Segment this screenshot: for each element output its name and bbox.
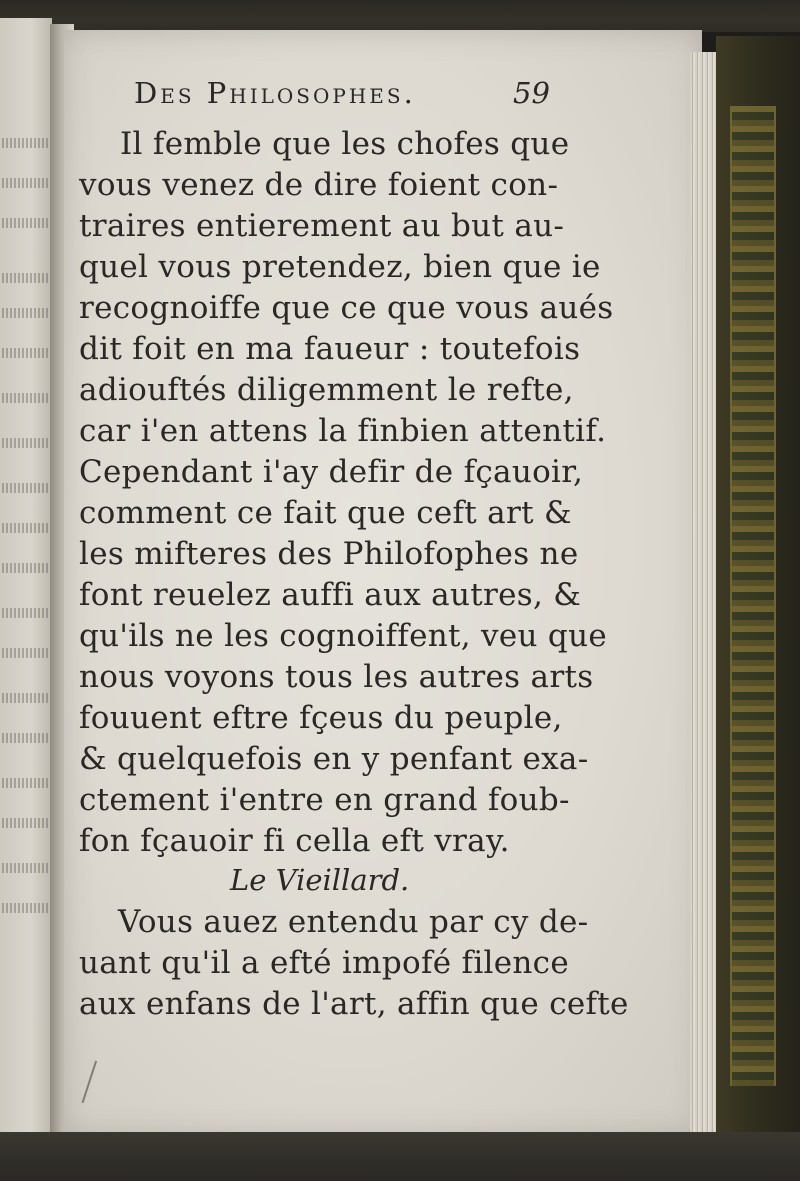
text-line: dit foit en ma faueur : toutefois <box>79 331 581 367</box>
text-line: font reuelez auffi aux autres, & <box>79 577 582 613</box>
text-line: les mifteres des Philofophes ne <box>79 536 579 572</box>
text-line: vous venez de dire foient con- <box>79 167 559 203</box>
text-line: ctement i'entre en grand foub- <box>79 782 570 818</box>
text-line: Vous auez entendu par cy de- <box>118 904 589 940</box>
text-line: qu'ils ne les cognoiffent, veu que <box>79 618 607 654</box>
running-title: Des Philosophes. <box>134 76 416 110</box>
text-line: uant qu'il a efté impofé filence <box>79 945 569 981</box>
ink-mark <box>82 1061 111 1108</box>
text-line: Cependant i'ay defir de fçauoir, <box>79 454 584 490</box>
text-line: quel vous pretendez, bien que ie <box>79 249 601 285</box>
text-line: aux enfans de l'art, affin que cefte <box>79 986 629 1022</box>
text-line: fouuent eftre fçeus du peuple, <box>79 700 563 736</box>
text-line: adiouftés diligemment le refte, <box>79 372 574 408</box>
text-line: comment ce fait que ceft art & <box>79 495 572 531</box>
text-line: & quelquefois en y penfant exa- <box>79 741 589 777</box>
text-line: car i'en attens la finbien attentif. <box>79 413 607 449</box>
text-line: nous voyons tous les autres arts <box>79 659 594 695</box>
text-line: traires entierement au but au- <box>79 208 565 244</box>
text-line: fon fçauoir fi cella eft vray. <box>79 823 510 859</box>
text-line: recognoiffe que ce que vous aués <box>79 290 614 326</box>
page-number: 59 <box>513 76 550 110</box>
text-line: Il femble que les chofes que <box>120 126 570 162</box>
speaker-heading: Le Vieillard. <box>230 863 410 897</box>
